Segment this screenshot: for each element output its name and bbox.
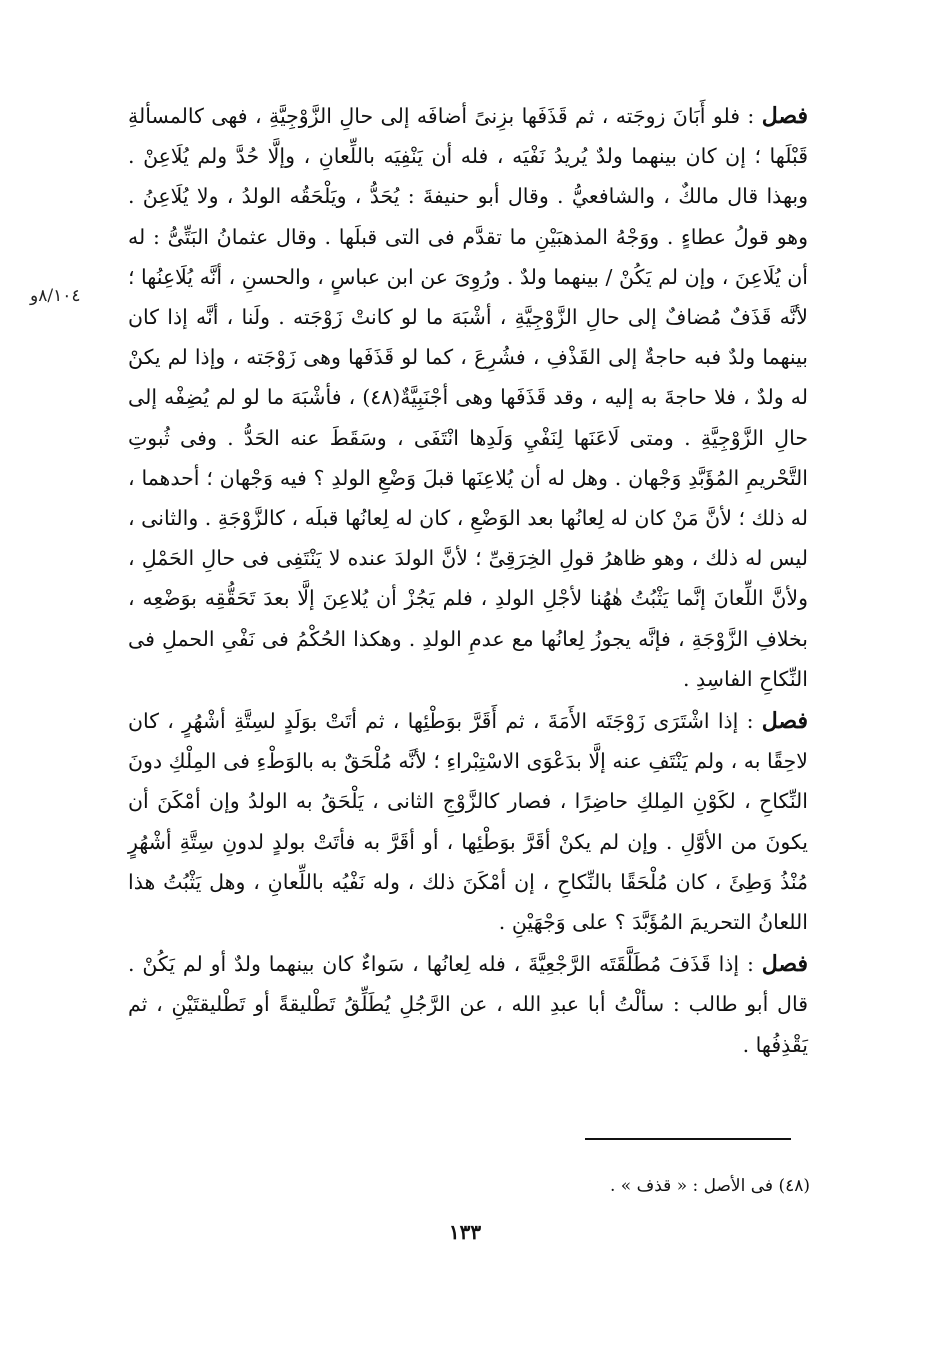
paragraph-text: : إذا اشْتَرَى زَوْجَتَه الأَمَةَ ، ثم أَقَرَّ بوَطْئِها ، ثم أتَتْ بوَلَدٍ لسِتَّةِ أشْهُرٍ ، كان لاحِقًا به ، ولم يَنْتَفِ عنه إلَّا بدَعْوَى الاسْتِبْراءِ ؛ لأنَّه مُلْحَقٌ به بالوَطْءِ فى المِلْكِ دونَ النِّكاحِ ، لكَوْنِ المِلكِ حاضِرًا ، فصار كالزَّوْجِ الثانى ، يَلْحَقُ به الولدُ وإن أمْكَنَ أن يكونَ من الأوَّلِ . وإن لم يكنْ أقَرَّ بوَطْئِها ، أو أقَرَّ به فأتَتْ بولدٍ لدونِ سِتَّةِ أشْهُرٍ مُنْذُ وَطِئَ ، كان مُلْحَقًا بالنِّكاحِ ، إن أمْكَنَ ذلك ، وله نَفْيُه باللِّعانِ ، وهل يَثْبُتُ هذا اللعانُ التحريمَ المُؤَبَّدَ ؟ على وَجْهَيْنِ . [128, 709, 808, 935]
footnote: (٤٨) فى الأصل : « قذف » . [610, 1176, 810, 1196]
page-number: ١٣٣ [448, 1220, 482, 1244]
paragraph-text: : فلو أَبَانَ زوجَته ، ثم قَذَفَها بزِنىً أضافَه إلى حالِ الزَّوْجِيَّةِ ، فهى كالمسألةِ قَبْلَها ؛ إن كان بينهما ولدٌ يُريدُ نَفْيَه ، فله أن يَنْفِيَه باللِّعانِ ، وإلَّا حُدَّ ولم يُلَاعِنْ . وبهذا قال مالكٌ ، والشافعيُّ . وقال أبو حنيفةَ : يُحَدُّ ، ويَلْحَقُه الولدُ ، ولا يُلَاعِنُ . وهو قولُ عطاءٍ . ووَجْهُ المذهبَيْنِ ما تقدَّم فى التى قبلَها . وقال عثمانُ البَتِّىُّ : له أن يُلَاعِنَ ، وإن لم يَكُنْ / بينهما ولدٌ . ورُوِىَ عن ابن عباسٍ ، والحسنِ ، أنَّه يُلَاعِنُها ؛ لأنَّه قَذَفٌ مُضافٌ إلى حالِ الزَّوْجِيَّةِ ، أشْبَهَ ما لو كانتْ زَوْجَته . ولَنا ، أنَّه إذا كان بينهما ولدٌ فبه حاجةٌ إلى القَذْفِ ، فشُرِعَ ، كما لو قَذَفَها وهى زَوْجَته ، وإذا لم يكنْ له ولدٌ ، فلا حاجةَ به إليه ، وقد قَذَفَها وهى أجْنَبِيَّةٌ(٤٨) ، فأشْبَهَ ما لو لم يُضِفْه إلى حالِ الزَّوْجِيَّةِ . ومتى لَاعَنَها لِنَفْيِ وَلَدِها انْتَفَى ، وسَقَطَ عنه الحَدُّ . وفى ثُبوتِ التَّحْريمِ المُؤَبَّدِ وَجْهان . وهل له أن يُلاعِنَها قبلَ وَضْعِ الولدِ ؟ فيه وَجْهان ؛ أحدهما ، له ذلك ؛ لأنَّ مَنْ كان له لِعانُها بعد الوَضْعِ ، كان له لِعانُها قبلَه ، كالزَّوْجَةِ . والثانى ، ليس له ذلك ، وهو ظاهرُ قولِ الخِرَقِىِّ ؛ لأنَّ الولدَ عنده لا يَنْتَفِى فى حالِ الحَمْلِ ، ولأنَّ اللِّعانَ إنَّما يَثْبُتُ هٰهُنا لأجْلِ الولدِ ، فلم يَجُزْ أن يُلاعِنَ إلَّا بعدَ تَحَقُّقِه بوَضْعِه ، بخلافِ الزَّوْجَةِ ، فإنَّه يجوزُ لِعانُها مع عدمِ الولدِ . وهكذا الحُكْمُ فى نَفْىِ الحملِ فى النِّكاحِ الفاسِدِ . [128, 104, 808, 691]
section-heading: فصل [761, 951, 808, 978]
section-heading: فصل [761, 103, 808, 129]
footnote-divider [585, 1138, 791, 1140]
paragraph-1 [128, 96, 808, 699]
paragraph-3 [128, 944, 808, 1065]
margin-manuscript-ref: ٨/١٠٤و [30, 286, 81, 306]
paragraph-2 [128, 701, 808, 942]
section-heading: فصل [761, 708, 808, 735]
main-text [128, 96, 808, 1065]
paragraph-text: : إذا قَذَفَ مُطَلَّقَتَه الرَّجْعِيَّةَ ، فله لِعانُها ، سَواءٌ كان بينهما ولدٌ أو لم يَكُنْ . قال أبو طالب : سألْتُ أبا عبدِ الله ، عن الرَّجُلِ يُطَلِّقُ تَطْليقةً أو تَطْليقتَيْنِ ، ثم يَقْذِفُها . [128, 952, 808, 1057]
